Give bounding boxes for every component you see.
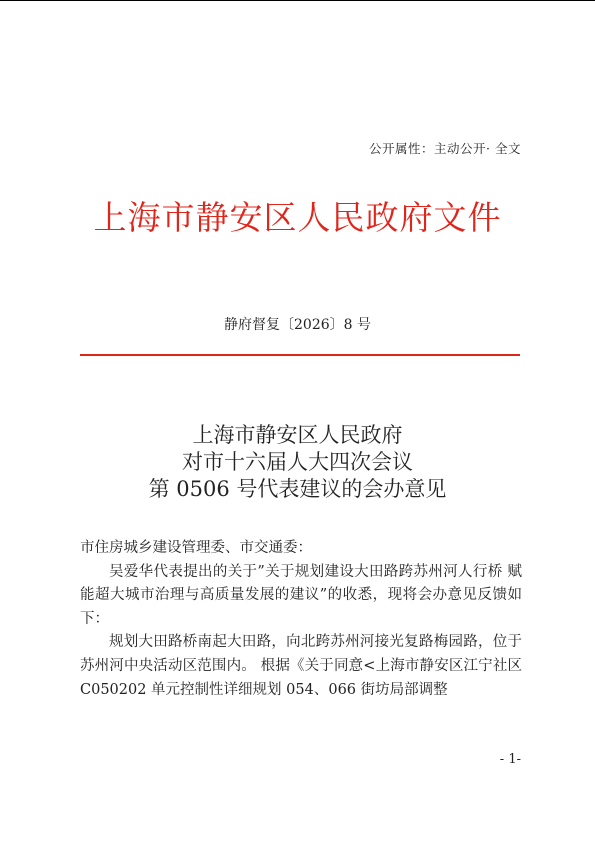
subject-line: 上海市静安区人民政府 <box>192 423 403 447</box>
recipients-line: 市住房城乡建设管理委、市交通委： <box>80 540 312 556</box>
red-divider-line <box>80 354 520 356</box>
page-number: - 1- <box>499 752 521 767</box>
body-paragraph: 规划大田路桥南起大田路，向北跨苏州河接光复路梅园路，位于苏州河中央活动区范围内。 根据《关于同意<上海市静安区江宁社区 C050202 单元控制性详细规划 054、066 街坊局部调整 <box>80 634 522 698</box>
top-border-line <box>0 0 595 1</box>
document-title: 上海市静安区人民政府文件 <box>93 198 502 237</box>
body-text <box>80 537 522 702</box>
subject-line: 第 0506 号代表建议的会办意见 <box>148 477 447 501</box>
disclosure-attribute: 公开属性：主动公开· 全文 <box>369 141 521 156</box>
subject-line: 对市十六届人大四次会议 <box>182 450 413 474</box>
body-paragraph: 吴爱华代表提出的关于”关于规划建设大田路跨苏州河人行桥 赋能超大城市治理与高质量发展的建议”的收悉，现将会办意见反馈如下： <box>80 563 522 627</box>
document-number: 静府督复〔2026〕8 号 <box>224 317 371 333</box>
subject-heading <box>0 422 595 503</box>
